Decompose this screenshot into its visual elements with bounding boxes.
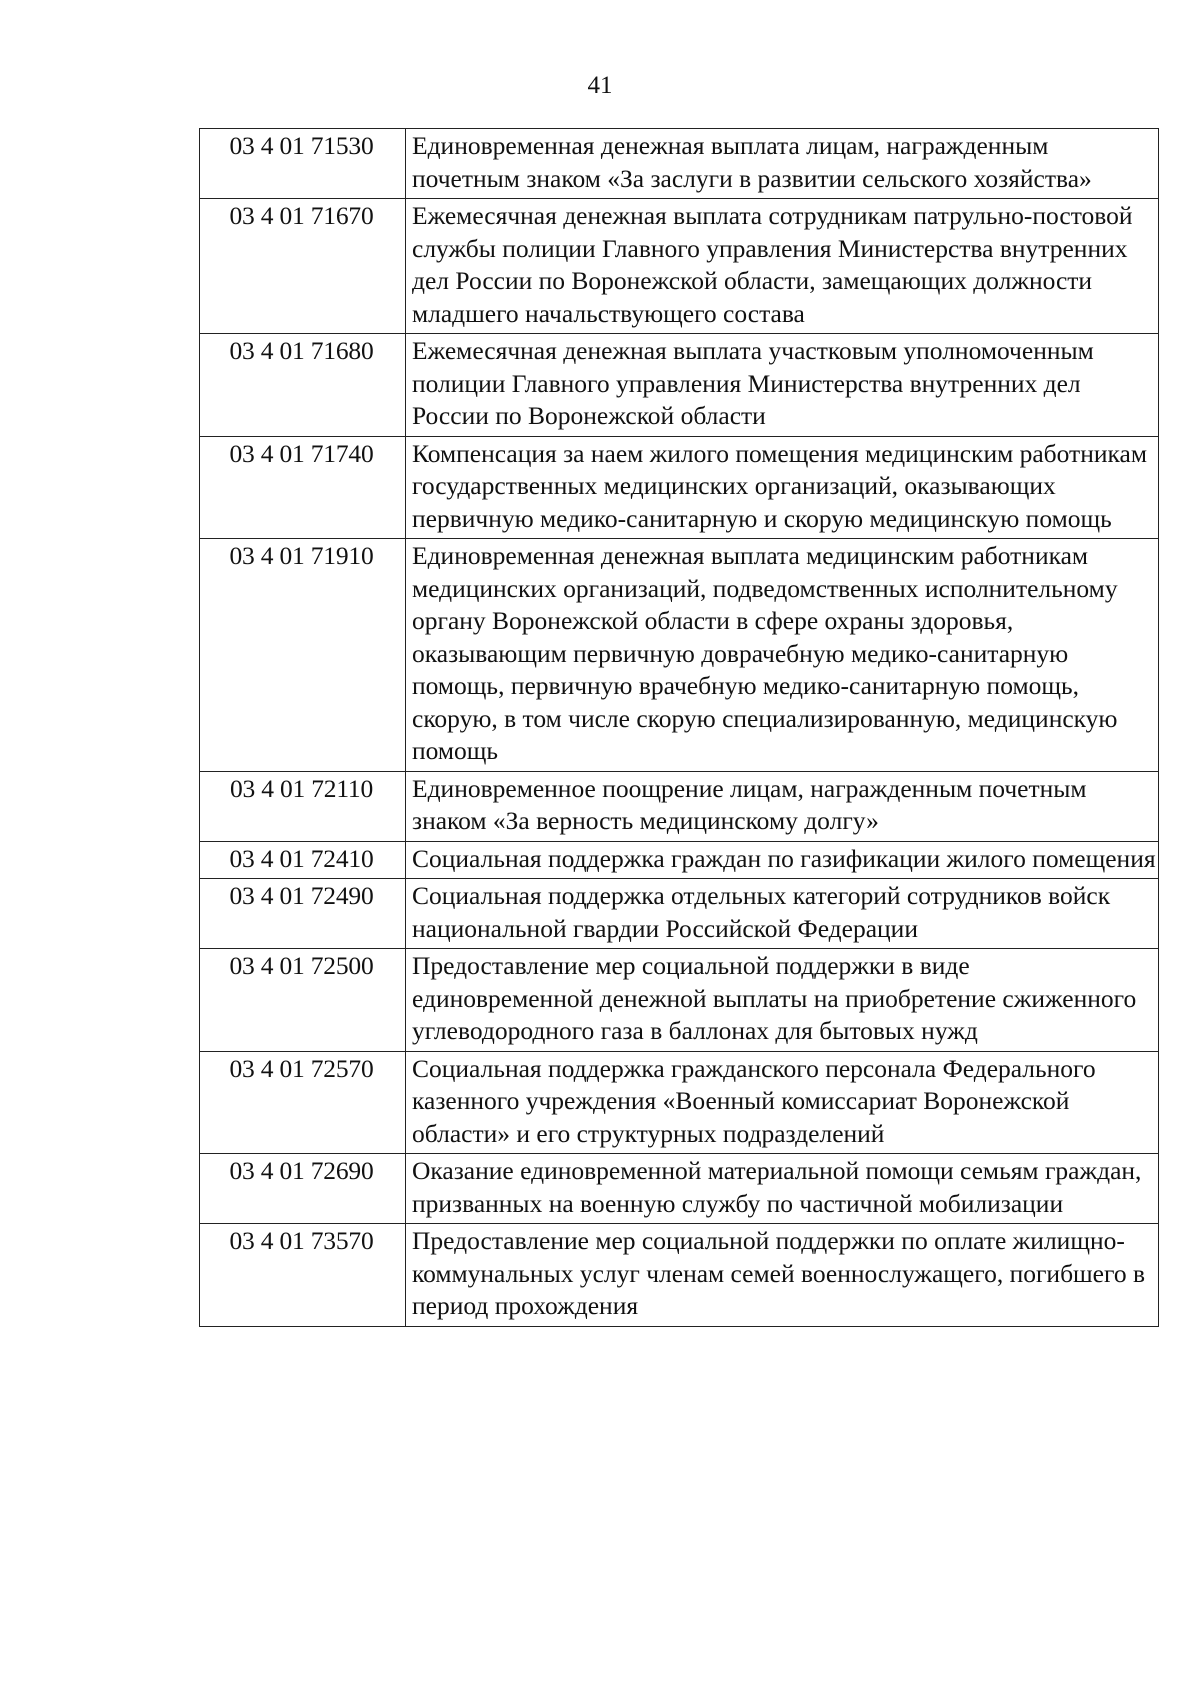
- budget-code-cell: 03 4 01 71530: [200, 129, 406, 199]
- description-cell: Социальная поддержка гражданского персонала Федерального казенного учреждения «Военный комиссариат Воронежской области» и его структурных подразделений: [406, 1051, 1159, 1154]
- budget-code-cell: 03 4 01 71740: [200, 436, 406, 539]
- table-row: [200, 199, 1159, 334]
- budget-code-cell: 03 4 01 71910: [200, 539, 406, 772]
- table-row: [200, 334, 1159, 437]
- table-row: [200, 436, 1159, 539]
- page-number: 41: [587, 72, 613, 99]
- table-row: [200, 129, 1159, 199]
- budget-code-cell: 03 4 01 72690: [200, 1154, 406, 1224]
- table-row: [200, 539, 1159, 772]
- table-row: [200, 1051, 1159, 1154]
- description-cell: Компенсация за наем жилого помещения медицинским работникам государственных медицинских организаций, оказывающих первичную медико-санитарную и скорую медицинскую помощь: [406, 436, 1159, 539]
- description-cell: Предоставление мер социальной поддержки в виде единовременной денежной выплаты на приобретение сжиженного углеводородного газа в баллонах для бытовых нужд: [406, 949, 1159, 1052]
- description-cell: Ежемесячная денежная выплата сотрудникам патрульно-постовой службы полиции Главного управления Министерства внутренних дел России по Воронежской области, замещающих должности младшего начальствующего состава: [406, 199, 1159, 334]
- description-cell: Оказание единовременной материальной помощи семьям граждан, призванных на военную службу по частичной мобилизации: [406, 1154, 1159, 1224]
- budget-code-table: [199, 128, 1159, 1327]
- table-row: [200, 1224, 1159, 1327]
- description-cell: Единовременная денежная выплата медицинским работникам медицинских организаций, подведомственных исполнительному органу Воронежской области в сфере охраны здоровья, оказывающим первичную доврачебную медико-санитарную помощь, первичную врачебную медико-санитарную помощь, скорую, в том числе скорую специализированную, медицинскую помощь: [406, 539, 1159, 772]
- table-row: [200, 879, 1159, 949]
- budget-code-cell: 03 4 01 72570: [200, 1051, 406, 1154]
- budget-code-cell: 03 4 01 72490: [200, 879, 406, 949]
- budget-code-cell: 03 4 01 73570: [200, 1224, 406, 1327]
- budget-code-cell: 03 4 01 72110: [200, 771, 406, 841]
- budget-code-cell: 03 4 01 71670: [200, 199, 406, 334]
- budget-code-cell: 03 4 01 71680: [200, 334, 406, 437]
- description-cell: Предоставление мер социальной поддержки по оплате жилищно-коммунальных услуг членам семей военнослужащего, погибшего в период прохождения: [406, 1224, 1159, 1327]
- budget-code-cell: 03 4 01 72500: [200, 949, 406, 1052]
- description-cell: Единовременное поощрение лицам, награжденным почетным знаком «За верность медицинскому долгу»: [406, 771, 1159, 841]
- table-row: [200, 771, 1159, 841]
- table-row: [200, 949, 1159, 1052]
- table-row: [200, 841, 1159, 879]
- description-cell: Социальная поддержка отдельных категорий сотрудников войск национальной гвардии Российской Федерации: [406, 879, 1159, 949]
- table-row: [200, 1154, 1159, 1224]
- description-cell: Социальная поддержка граждан по газификации жилого помещения: [406, 841, 1159, 879]
- description-cell: Ежемесячная денежная выплата участковым уполномоченным полиции Главного управления Министерства внутренних дел России по Воронежской области: [406, 334, 1159, 437]
- description-cell: Единовременная денежная выплата лицам, награжденным почетным знаком «За заслуги в развитии сельского хозяйства»: [406, 129, 1159, 199]
- budget-code-cell: 03 4 01 72410: [200, 841, 406, 879]
